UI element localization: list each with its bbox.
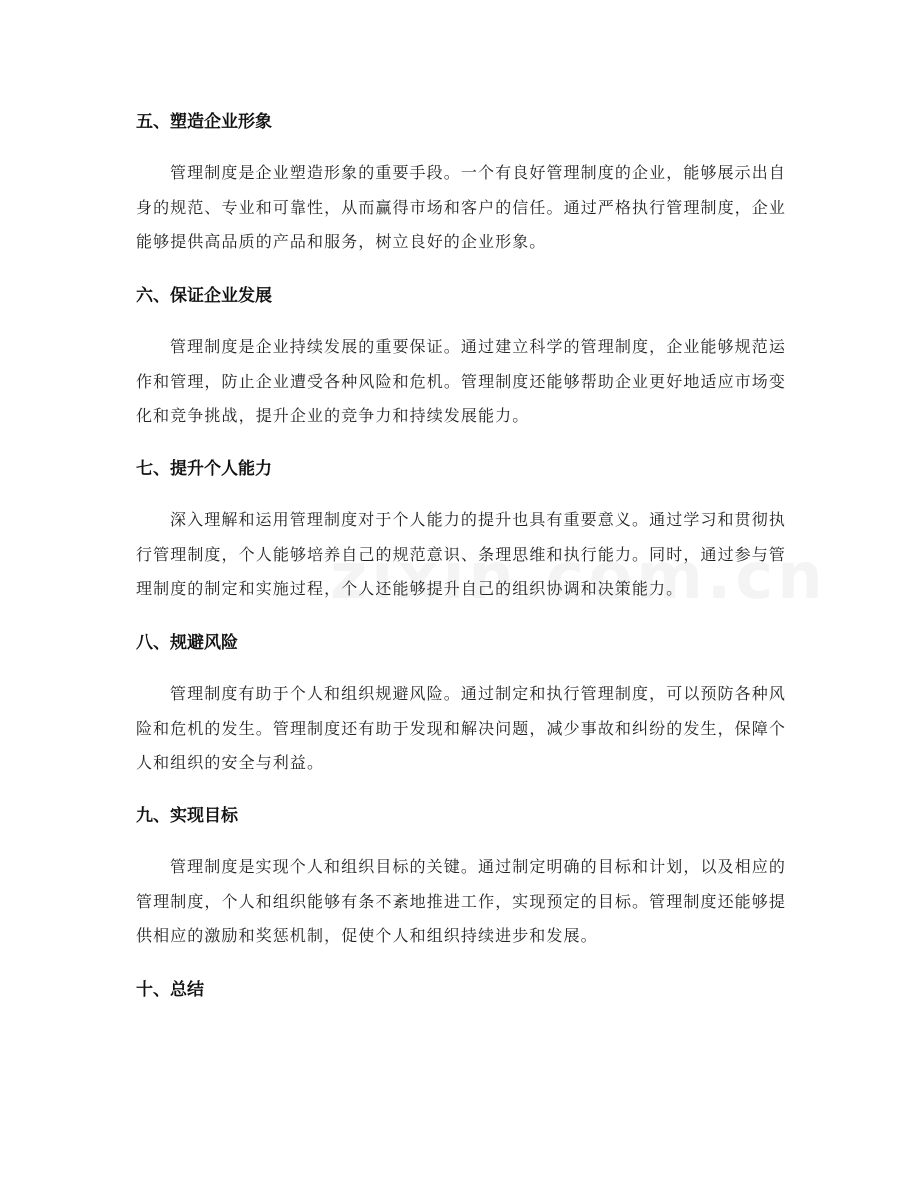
section-6-paragraph: 管理制度是企业持续发展的重要保证。通过建立科学的管理制度，企业能够规范运作和管理，防止企业遭受各种风险和危机。管理制度还能够帮助企业更好地适应市场变化和竞争挑战，提升企业的竞争力和持续发展能力。	[136, 337, 786, 425]
section-7-heading: 七、提升个人能力	[136, 459, 272, 479]
section-8-paragraph: 管理制度有助于个人和组织规避风险。通过制定和执行管理制度，可以预防各种风险和危机的发生。管理制度还有助于发现和解决问题，减少事故和纠纷的发生，保障个人和组织的安全与利益。	[136, 684, 786, 772]
section-5-paragraph: 管理制度是企业塑造形象的重要手段。一个有良好管理制度的企业，能够展示出自身的规范、专业和可靠性，从而赢得市场和客户的信任。通过严格执行管理制度，企业能够提供高品质的产品和服务，树立良好的企业形象。	[136, 163, 786, 251]
section-9-paragraph: 管理制度是实现个人和组织目标的关键。通过制定明确的目标和计划，以及相应的管理制度，个人和组织能够有条不紊地推进工作，实现预定的目标。管理制度还能够提供相应的激励和奖惩机制，促使个人和组织持续进步和发展。	[136, 857, 786, 945]
section-10-heading: 十、总结	[136, 980, 204, 1000]
section-5-heading: 五、塑造企业形象	[136, 112, 272, 132]
section-9-heading: 九、实现目标	[136, 806, 238, 826]
section-6-heading: 六、保证企业发展	[136, 286, 272, 306]
section-8-heading: 八、规避风险	[136, 633, 238, 653]
section-7-paragraph: 深入理解和运用管理制度对于个人能力的提升也具有重要意义。通过学习和贯彻执行管理制度，个人能够培养自己的规范意识、条理思维和执行能力。同时，通过参与管理制度的制定和实施过程，个人还能够提升自己的组织协调和决策能力。	[136, 510, 786, 598]
